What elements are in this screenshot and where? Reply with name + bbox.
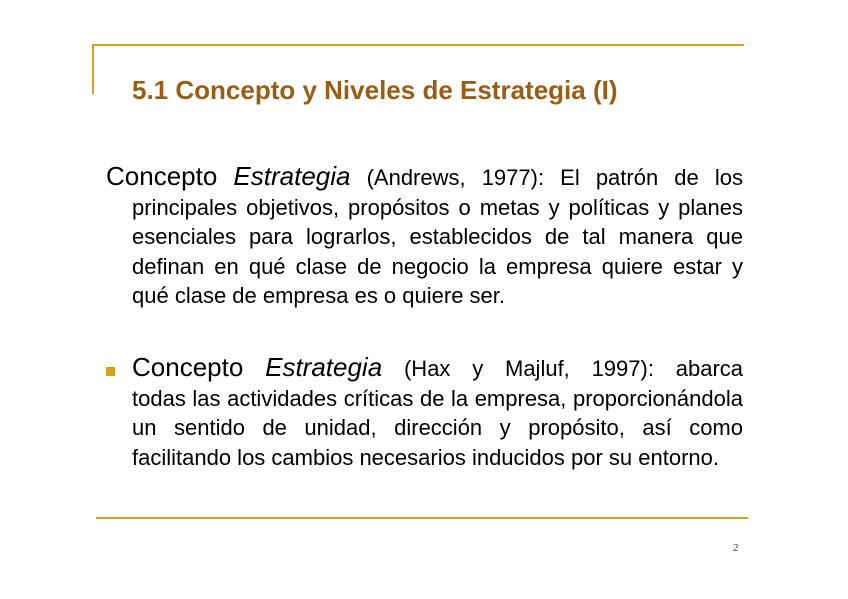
concept-lead: Concepto — [132, 352, 244, 382]
slide-title: 5.1 Concepto y Niveles de Estrategia (I) — [132, 75, 618, 105]
footer-rule — [96, 517, 748, 519]
hax-majluf-citation: (Hax y Majluf, 1997): abarca — [403, 356, 744, 381]
concept-term: Estrategia — [265, 352, 383, 382]
definition-andrews — [106, 162, 743, 311]
definition-andrews-first-line — [106, 162, 743, 193]
page-number: 2 — [733, 542, 739, 554]
definition-hax-majluf-body: todas las actividades críticas de la empresa, proporcionándola un sentido de unidad, dirección y propósito, así como facilitando los cambios necesarios inducidos por su entorno. — [132, 385, 743, 470]
title-left-rule — [92, 44, 94, 94]
title-top-rule — [92, 44, 744, 46]
definition-andrews-body: principales objetivos, propósitos o metas y políticas y planes esenciales para lograrlos, establecidos de tal manera que definan en qué clase de negocio la empresa quiere estar y qué clase de empresa es o quiere ser. — [132, 194, 743, 308]
concept-term: Estrategia — [233, 161, 351, 191]
andrews-citation: (Andrews, 1977): El patrón de los — [366, 165, 743, 190]
concept-lead: Concepto — [106, 161, 218, 191]
definition-hax-majluf-first-line — [132, 353, 743, 384]
definition-hax-majluf — [106, 353, 743, 472]
